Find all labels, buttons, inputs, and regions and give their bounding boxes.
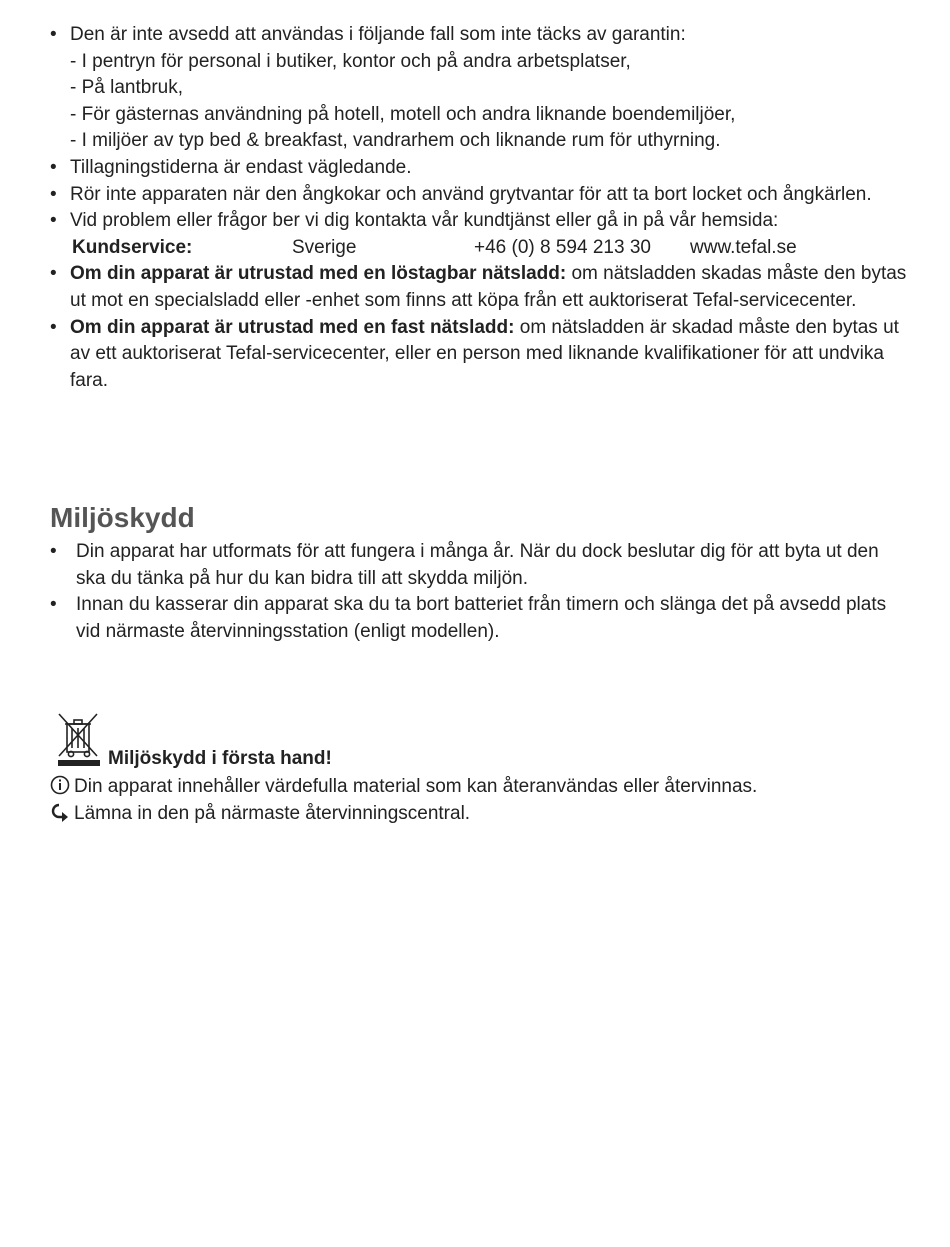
bullet-dot: • xyxy=(50,24,57,45)
cooking-times-text: Tillagningstiderna är endast vägledande. xyxy=(70,156,412,178)
fixed-cord-heading: Om din apparat är utrustad med en fast nätsladd: xyxy=(70,316,515,338)
bullet-dot: • xyxy=(50,263,57,285)
contact-intro: Vid problem eller frågor ber vi dig kontakta vår kundtjänst eller gå in på vår hemsida: xyxy=(70,210,779,232)
warranty-intro: Den är inte avsedd att användas i följande fall som inte täcks av garantin: xyxy=(70,24,686,45)
phone-number: +46 (0) 8 594 213 30 xyxy=(474,236,651,258)
warranty-case: - För gästernas användning på hotell, motell och andra liknande boendemiljöer, xyxy=(70,103,736,125)
warranty-case: - I pentryn för personal i butiker, kontor och på andra arbetsplatser, xyxy=(70,50,631,72)
curved-arrow-icon xyxy=(50,800,74,828)
country: Sverige xyxy=(292,236,357,258)
list-item-contact xyxy=(50,208,910,261)
list-item xyxy=(50,592,910,645)
info-text: Din apparat innehåller värdefulla material som kan återanvändas eller återvinnas. xyxy=(74,776,758,797)
recycle-line xyxy=(50,800,470,828)
info-line xyxy=(50,773,757,801)
customer-service-label: Kundservice: xyxy=(72,236,193,258)
warranty-case: - I miljöer av typ bed & breakfast, vandrarhem och liknande rum för uthyrning. xyxy=(70,130,721,152)
bullet-dot: • xyxy=(50,541,57,562)
section-heading-environment: Miljöskydd xyxy=(50,502,195,533)
steam-text: Rör inte apparaten när den ångkokar och använd grytvantar för att ta bort locket och ångkärlen. xyxy=(70,183,872,205)
environment-text: Din apparat har utformats för att fungera i många år. När du dock beslutar dig för att byta ut den ska du tänka på hur du kan bidra till att skydda miljön. xyxy=(76,541,879,589)
detachable-cord-heading: Om din apparat är utrustad med en löstagbar nätsladd: xyxy=(70,263,567,285)
bullet-dot: • xyxy=(50,594,57,616)
environment-text: Innan du kasserar din apparat ska du ta bort batteriet från timern och slänga det på avsedd plats vid närmaste återvinningsstation (enligt modellen). xyxy=(76,594,887,642)
recycle-text: Lämna in den på närmaste återvinningscentral. xyxy=(74,803,471,824)
list-item-cooking-times xyxy=(50,155,910,182)
website-link[interactable]: www.tefal.se xyxy=(690,236,797,258)
info-circle-icon xyxy=(50,773,74,801)
weee-title: Miljöskydd i första hand! xyxy=(108,748,332,769)
bullet-dot: • xyxy=(50,156,57,178)
safety-bullet-list xyxy=(50,22,910,394)
list-item-warranty xyxy=(50,22,910,155)
list-item-detachable-cord xyxy=(50,261,910,314)
list-item-fixed-cord xyxy=(50,315,910,395)
bullet-dot: • xyxy=(50,183,57,205)
contact-row xyxy=(70,235,910,262)
bullet-dot: • xyxy=(50,316,57,338)
fixed-cord-text: om nätsladden är skadad måste den bytas ut av ett auktoriserat Tefal-servicecenter, eller en person med liknande kvalifikationer för att undvika fara. xyxy=(70,316,899,391)
crossed-out-wheelie-bin-icon xyxy=(56,712,102,768)
warranty-case: - På lantbruk, xyxy=(70,77,183,99)
list-item xyxy=(50,539,910,592)
list-item-steam xyxy=(50,182,910,209)
bullet-dot: • xyxy=(50,210,57,232)
detachable-cord-text: om nätsladden skadas måste den bytas ut mot en specialsladd eller -enhet som finns att köpa från ett auktoriserat Tefal-servicecenter. xyxy=(70,263,907,311)
environment-bullet-list xyxy=(50,539,910,645)
